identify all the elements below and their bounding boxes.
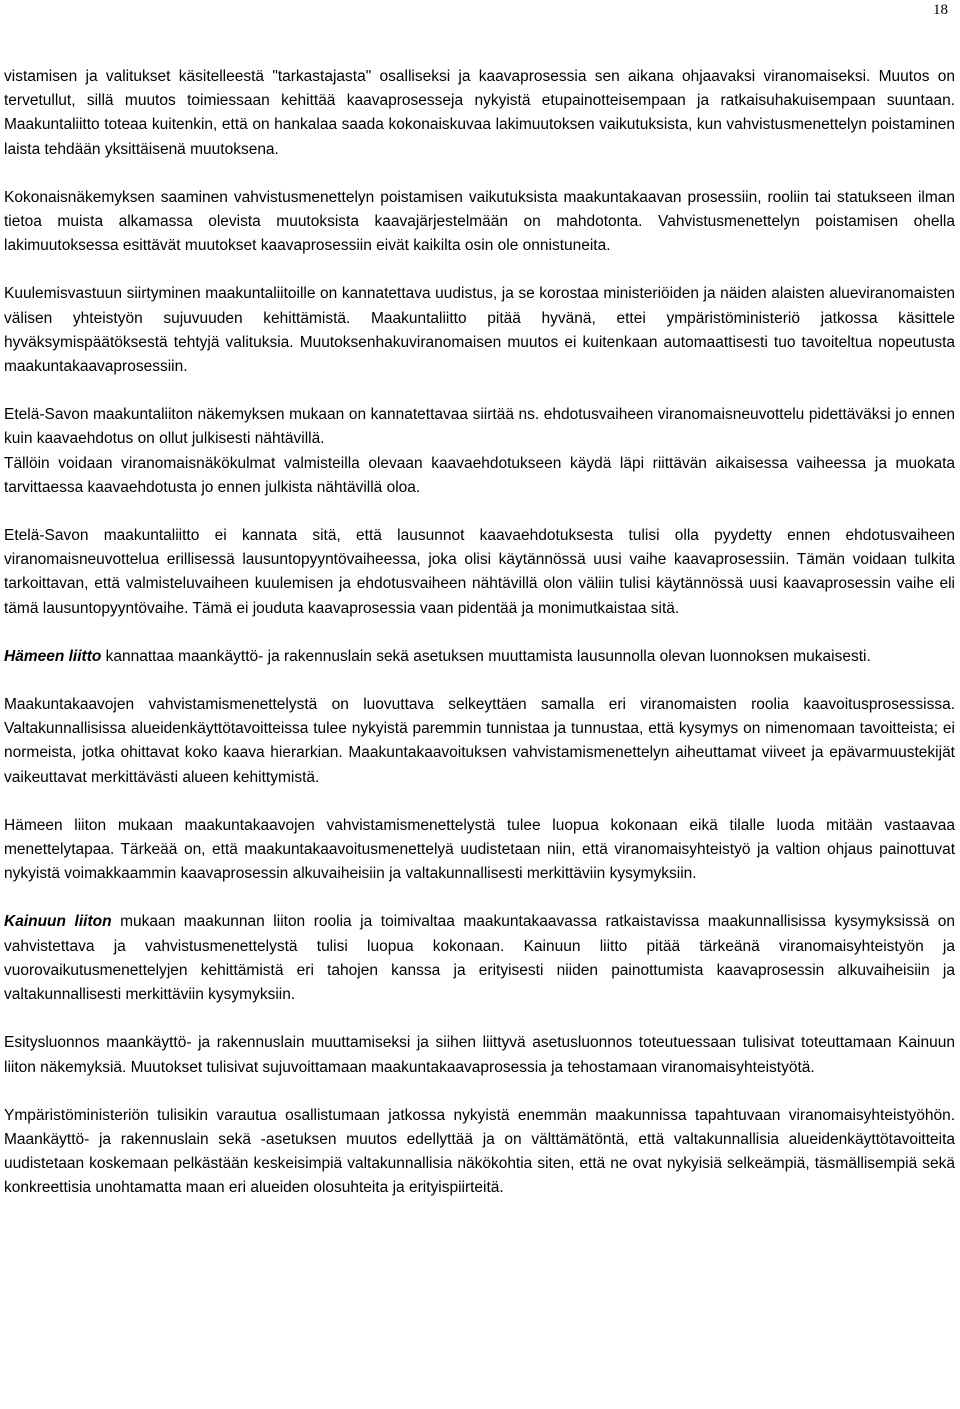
paragraph-kainuun-liitto bbox=[4, 910, 955, 1007]
paragraph-hameen-liitto bbox=[4, 645, 955, 669]
document-body bbox=[4, 65, 955, 1201]
paragraph-text: kannattaa maankäyttö- ja rakennuslain sekä asetuksen muuttamista lausunnolla olevan luonnoksen mukaisesti. bbox=[101, 647, 871, 665]
organization-name-kainuun-liitto: Kainuun liiton bbox=[4, 913, 112, 931]
paragraph-etela-savo-viranomaisnakokulmat: Tällöin voidaan viranomaisnäkökulmat valmisteilla olevaan kaavaehdotukseen käydä läpi riittävän aikaisessa vaiheessa ja muokata tarvittaessa kaavaehdotusta jo ennen julkista nähtävillä oloa. bbox=[4, 454, 955, 496]
paragraph-maakuntakaavojen-vahvistaminen: Maakuntakaavojen vahvistamismenettelystä on luovuttava selkeyttäen samalla eri viranomaisten roolia kaavoitusprosessissa. Valtakunnallisissa alueidenkäyttötavoitteissa tulee nykyistä paremmin tunnistaa ja tunnustaa, että kysymys on nimenomaan tavoitteista; ei normeista, jotka ohittavat koko kaava hierarkian. Maakuntakaavoituksen vahvistamismenettelyn aiheuttamat viiveet ja epävarmuustekijät vaikeuttavat merkittävästi alueen kehittymistä. bbox=[4, 696, 955, 786]
page-number: 18 bbox=[933, 2, 948, 18]
paragraph-etela-savo-lausunnot: Etelä-Savon maakuntaliitto ei kannata sitä, että lausunnot kaavaehdotuksesta tulisi olla pyydetty ennen ehdotusvaiheen viranomaisneuvottelua erillisessä lausuntopyyntövaiheessa, joka olisi käytännössä uusi vaihe kaavaprosessiin. Tämän voidaan tulkita tarkoittavan, että valmisteluvaiheen kuulemisen ja ehdotusvaiheen nähtävillä olon väliin tulisi käytännössä uusi kaavaprosessin vaihe eli tämä lausuntopyyntövaihe. Tämä ei jouduta kaavaprosessia vaan pidentää ja monimutkaistaa sitä. bbox=[4, 527, 955, 617]
paragraph-ymparistoministerio: Ympäristöministeriön tulisikin varautua osallistumaan jatkossa nykyistä enemmän maakunnissa tapahtuvaan viranomaisyhteistyöhön. Maankäyttö- ja rakennuslain sekä -asetuksen muutos edellyttää ja on välttämätöntä, että valtakunnallisia alueidenkäyttötavoitteita uudistetaan koskemaan pelkästään keskeisimpiä valtakunnallisia näkökohtia siten, että ne ovat nykyisiä selkeämpiä, täsmällisempiä sekä konkreettisia unohtamatta maan eri alueiden olosuhteita ja erityispiirteitä. bbox=[4, 1106, 955, 1197]
paragraph-kokonaisnakemys: Kokonaisnäkemyksen saaminen vahvistusmenettelyn poistamisen vaikutuksista maakuntakaavan prosessiin, rooliin tai statukseen ilman tietoa muista alkamassa olevista muutoksista kaavajärjestelmään on mahdotonta. Vahvistusmenettelyn poistamisen ohella lakimuutoksessa esittävät muutokset kaavaprosessiin eivät kaikilta osin ole onnistuneita. bbox=[4, 188, 955, 255]
paragraph-hameen-liiton-kanta: Hämeen liiton mukaan maakuntakaavojen vahvistamismenettelystä tulee luopua kokonaan eikä tilalle luoda mitään vastaavaa menettelytapaa. Tärkeää on, että maakuntakaavoitusmenettelyä uudistetaan niin, että viranomaisyhteistyö ja valtion ohjaus painottuvat nykyistä voimakkaammin kaavaprosessin alkuvaiheisiin ja valtakunnallisesti merkittäviin kysymyksiin. bbox=[4, 816, 955, 883]
organization-name-hameen-liitto: Hämeen liitto bbox=[4, 647, 102, 665]
paragraph-etela-savo-neuvottelu: Etelä-Savon maakuntaliiton näkemyksen mukaan on kannatettavaa siirtää ns. ehdotusvaiheen viranomaisneuvottelu pidettäväksi jo ennen kuin kaavaehdotus on ollut julkisesti nähtävillä. bbox=[4, 406, 955, 448]
paragraph-text: mukaan maakunnan liiton roolia ja toimivaltaa maakuntakaavassa ratkaistavissa maakunnallisissa kysymyksissä on vahvistettava ja vahvistusmenettelystä tulisi luopua kokonaan. Kainuun liitto pitää tärkeänä viranomaisyhteistyön ja vuorovaikutusmenettelyjen kehittämistä eri tahojen kanssa ja erityisesti niiden painottumista kaavaprosessin alkuvaiheisiin ja valtakunnallisesti merkittäviin kysymyksiin. bbox=[4, 913, 955, 1004]
paragraph-esitysluonnos: Esitysluonnos maankäyttö- ja rakennuslain muuttamiseksi ja siihen liittyvä asetusluonnos toteutuessaan tulisivat toteuttamaan Kainuun liiton näkemyksiä. Muutokset tulisivat sujuvoittamaan maakuntakaavaprosessia ja tehostamaan viranomaisyhteistyötä. bbox=[4, 1034, 955, 1076]
paragraph-kuulemisvastuu: Kuulemisvastuun siirtyminen maakuntaliitoille on kannatettava uudistus, ja se korostaa ministeriöiden ja näiden alaisten alueviranomaisten välisen yhteistyön sujuvuuden kehittämistä. Maakuntaliitto pitää hyvänä, ettei ympäristöministeriö jatkossa käsittele hyväksymispäätöksestä tehtyjä valituksia. Muutoksenhakuviranomaisen muutos ei kuitenkaan automaattisesti tuo tavoiteltua nopeutusta maakuntakaavaprosessiin. bbox=[4, 285, 955, 376]
paragraph-vahvistaminen: vistamisen ja valitukset käsitelleestä "tarkastajasta" osalliseksi ja kaavaprosessia sen aikana ohjaavaksi viranomaiseksi. Muutos on tervetullut, sillä muutos toimiessaan kehittää kaavaprosesseja nykyistä etupainotteisempaan ja ratkaisuhakuisempaan suuntaan. Maakuntaliitto toteaa kuitenkin, että on hankalaa saada kokonaiskuvaa lakimuutoksen vaikutuksista, kun vahvistusmenettelyn poistaminen laista tehdään yksittäisenä muutoksena. bbox=[4, 68, 955, 158]
